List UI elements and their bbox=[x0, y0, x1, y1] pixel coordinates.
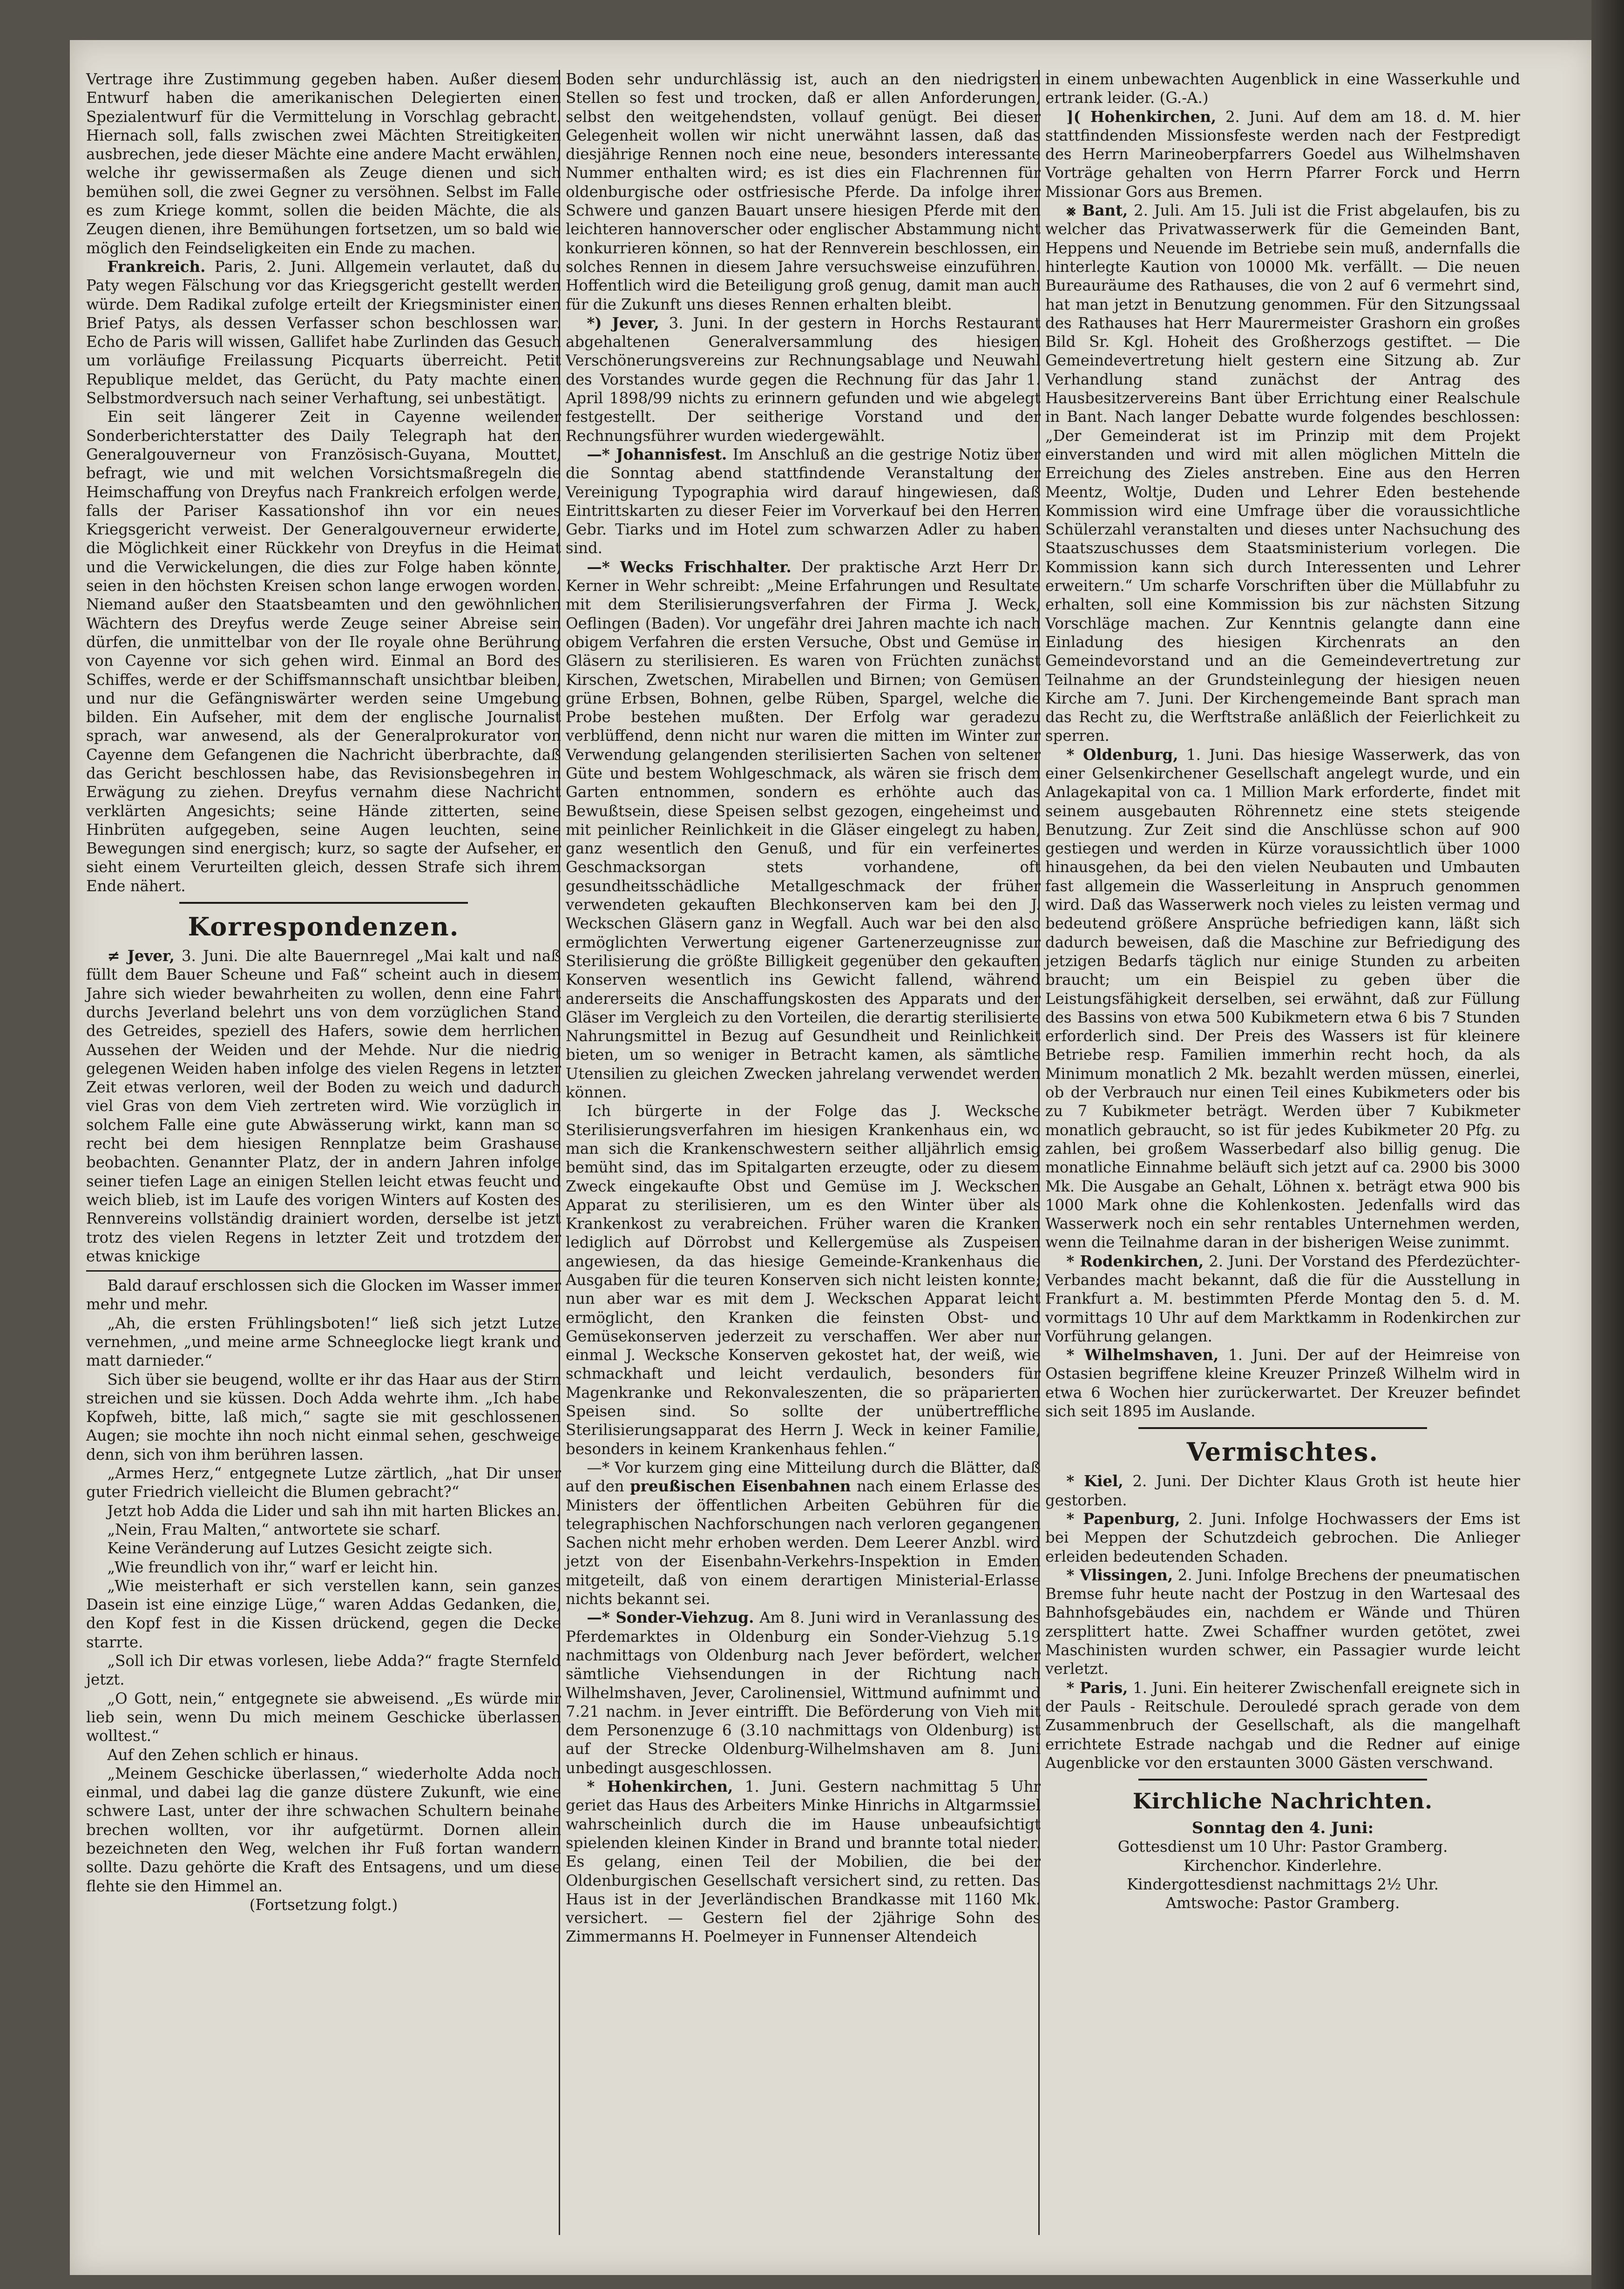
church-date: Sonntag den 4. Juni: bbox=[1191, 1819, 1374, 1838]
article-lead: Frankreich. bbox=[107, 257, 206, 276]
article-text: 2. Juni. Der Dichter Klaus Groth ist heute hier gestorben. bbox=[1045, 1472, 1520, 1509]
article-text: nach einem Erlasse des Ministers der öffentlichen Arbeiten Gebühren für die telegraphischen Nachforschungen nach verloren gegangenen Sachen nicht mehr erhoben werden. Dem Leerer Anzbl. wird jetzt von der Eisenbahn-Verkehrs-Inspektion in Emden mitgeteilt, daß von einem derartigen Ministerial-Erlasse nichts bekannt sei. bbox=[566, 1477, 1041, 1608]
story-text: „Wie meisterhaft er sich verstellen kann, sein ganzes Dasein ist eine einzige Lüge,“ waren Addas Gedanken, die, den Kopf fest in die Kissen drückend, gegen die Decke starrte. bbox=[86, 1577, 561, 1651]
section-divider bbox=[1138, 1779, 1427, 1781]
section-heading-kirchliche: Kirchliche Nachrichten. bbox=[1132, 1788, 1433, 1814]
article-viehzug bbox=[566, 1608, 1041, 1777]
article-papenburg bbox=[1045, 1510, 1520, 1566]
article-text: 1. Juni. Der auf der Heimreise von Ostasien begriffene kleine Kreuzer Prinzeß Wilhelm wird in etwa 6 Wochen hier zurückerwartet. Der Kreuzer befindet sich seit 1895 im Auslande. bbox=[1045, 1346, 1520, 1421]
article-text: Ich bürgerte in der Folge das J. Wecksche Sterilisierungsverfahren im hiesigen Krankenhaus ein, wo man sich die Krankenschwestern seither alljährlich emsig bemüht sind, das im Spitalgarten erzeugte, oder zu diesem Zweck eingekaufte Obst und Gemüse im J. Weckschen Apparat zu sterilisieren, um es den Winter über als Krankenkost zu verabreichen. Früher waren die Kranken lediglich auf Dörrobst und Kellergemüse als Zuspeisen angewiesen, da das hiesige Gemeinde-Krankenhaus die Ausgaben für die teuren Konserven sich nicht leisten konnte; nun aber war es mit dem J. Weckschen Apparat leicht ermöglicht, den Kranken die feinsten Obst- und Gemüsekonserven jederzeit zu verschaffen. Wer aber nur einmal J. Wecksche Konserven gekostet hat, der weiß, wie schmackhaft und leicht verdaulich, besonders für Magenkranke und Rekonvaleszenten, die so präparierten Speisen sind. So sollte der unübertreffliche Sterilisierungsapparat des Herrn J. Weck in keiner Familie, besonders in keinem Krankenhaus fehlen.“ bbox=[566, 1102, 1041, 1458]
article-emphasis: preußischen Eisenbahnen bbox=[630, 1477, 851, 1496]
article-lead: * Wilhelmshaven, bbox=[1066, 1346, 1219, 1364]
article-text: —* Vor kurzem ging eine Mitteilung durch die Blätter, daß auf den bbox=[566, 1458, 1041, 1496]
story-text: „Wie freundlich von ihr,“ warf er leicht hin. bbox=[107, 1558, 439, 1576]
church-line: Amtswoche: Pastor Gramberg. bbox=[1165, 1894, 1400, 1912]
article-text: 3. Juni. In der gestern in Horchs Restaurant abgehaltenen Generalversammlung des hiesigen Verschönerungsvereins zur Rechnungsablage und Neuwahl des Vorstandes wurde gegen die Rechnung für das Jahr 1. April 1898/99 nichts zu erinnern gefunden und wie abgelegt festgestellt. Der seitherige Vorstand und der Rechnungsführer wurden wiedergewählt. bbox=[566, 314, 1041, 445]
article-text: 2. Juni. Der Vorstand des Pferdezüchter-Verbandes macht bekannt, daß die für die Ausstellung in Frankfurt a. M. bestimmten Pferde Montag den 5. d. M. vormittags 10 Uhr auf dem Marktkamm in Rodenkirchen zur Vorführung gelangen. bbox=[1045, 1252, 1521, 1345]
article-text: 2. Juli. Am 15. Juli ist die Frist abgelaufen, bis zu welcher das Privatwasserwerk für die Gemeinden Bant, Heppens und Neuende im Betriebe sein muß, andernfalls die hinterlegte Kaution von 10000 Mk. verfällt. — Die neuen Bureauräume des Rathauses, die von 2 auf 6 vermehrt sind, hat man jetzt in Benutzung genommen. Für den Sitzungssaal des Rathauses hat Herr Maurermeister Grashorn ein großes Bild Sr. Kgl. Hoheit des Großherzogs gestiftet. — Die Gemeindevertretung hielt gestern eine Sitzung ab. Zur Verhandlung stand zunächst der Antrag des Hausbesitzervereins Bant über Errichtung einer Realschule in Bant. Nach langer Debatte wurde folgendes beschlossen: „Der Gemeinderat ist im Prinzip mit dem Projekt einverstanden und wird mit allen möglichen Mitteln die Erreichung des Zieles anstreben. Eine aus den Herren Meentz, Woltje, Duden und Lehrer Eden bestehende Kommission wird eine Umfrage über die voraussichtliche Schülerzahl veranstalten und dieses unter Nachsuchung des Staatszuschusses dem Staatsministerium vorlegen. Die Kommission kann sich durch Interessenten und Lehrer erweitern.“ Um scharfe Vorschriften über die Müllabfuhr zu erhalten, soll eine Kommission bis zur nächsten Sitzung Vorschläge machen. Zur Kenntnis gelangte dann eine Einladung des hiesigen Kirchenrats an den Gemeindevorstand und an die Gemeindevertretung zur Teilnahme an der Grundsteinlegung der hiesigen neuen Kirche am 7. Juni. Der Kirchengemeinde Bant sprach man das Recht zu, die Werftstraße anläßlich der Feierlichkeit zu sperren. bbox=[1045, 202, 1520, 745]
article-lead: ]( Hohenkirchen, bbox=[1066, 108, 1217, 126]
column-1 bbox=[86, 70, 561, 1914]
article-text: 2. Juni. Infolge Brechens der pneumatischen Bremse fuhr heute nacht der Postzug in den Wartesaal des Bahnhofsgebäudes ein, nachdem er Wände und Thüren zersplittert hatte. Zwei Schaffner wurden getötet, zwei Maschinisten wurden schwer, ein Passagier wurde leicht verletzt. bbox=[1045, 1566, 1520, 1678]
article-text: Vertrage ihre Zustimmung gegeben haben. Außer diesem Entwurf haben die amerikanischen Delegierten einen Spezialentwurf für die Vermittelung in Vorschlag gebracht. Hiernach soll, falls zwischen zwei Mächten Streitigkeiten ausbrechen, jede dieser Mächte eine andere Macht erwählen, welche ihr gewissermaßen als Zeuge dienen und sich bemühen soll, die zwei Gegner zu versöhnen. Selbst im Falle es zum Kriege kommt, sollen die beiden Mächte, die als Zeugen dienen, ihre Bemühungen fortsetzen, um so bald wie möglich den Feindseligkeiten ein Ende zu machen. bbox=[86, 70, 561, 257]
article-lead: * Vlissingen, bbox=[1066, 1566, 1173, 1584]
article-hohenkirchen bbox=[566, 1777, 1041, 1946]
article-text: Im Anschluß an die gestrige Notiz über die Sonntag abend stattfindende Veranstaltung der Vereinigung Typographia wird darauf hingewiesen, daß Eintrittskarten zu dieser Feier im Vorverkauf bei den Herren Gebr. Tiarks und im Hotel zum schwarzen Adler zu haben sind. bbox=[566, 445, 1041, 557]
story-text: „Ah, die ersten Frühlingsboten!“ ließ sich jetzt Lutze vernehmen, „und meine arme Schneeglocke liegt krank und matt darnieder.“ bbox=[86, 1314, 561, 1370]
story-text: „O Gott, nein,“ entgegnete sie abweisend. „Es würde mir lieb sein, wenn Du mich meinem Geschicke überlassen wolltest.“ bbox=[86, 1689, 561, 1745]
story-text: „Meinem Geschicke überlassen,“ wiederholte Adda noch einmal, und dabei lag die ganze düstere Zukunft, wie eine schwere Last, unter der ihre schwachen Schultern beinahe brechen wollten, vor ihr aufgetürmt. Dornen allein bezeichneten den Weg, welchen ihr Fuß fortan wandern sollte. Dazu gehörte die Kraft des Entsagens, und um diese flehte sie den Himmel an. bbox=[86, 1764, 561, 1895]
article-oldenburg bbox=[1045, 745, 1520, 1252]
continuation-note: (Fortsetzung folgt.) bbox=[249, 1896, 398, 1914]
book-spine bbox=[1591, 0, 1624, 2289]
article-jever bbox=[86, 947, 561, 1266]
article-text: 1. Juni. Das hiesige Wasserwerk, das von einer Gelsenkirchener Gesellschaft angelegt wurde, und ein Anlagekapital von ca. 1 Million Mark erforderte, findet mit seinem ausgebauten Röhrennetz eine stets steigende Benutzung. Zur Zeit sind die Anschlüsse schon auf 900 gestiegen und werden in Kürze voraussichtlich über 1000 hinausgehen, da bei den vielen Neubauten und Umbauten fast allgemein die Wasserleitung in Anspruch genommen wird. Daß das Wasserwerk noch vieles zu leisten vermag und bedeutend größere Ansprüche befriedigen kann, läßt sich dadurch beweisen, daß die Maschine zur Befriedigung des jetzigen Bedarfs täglich nur einige Stunden zu arbeiten braucht; um ein Beispiel zu geben über die Leistungsfähigkeit derselben, sei erwähnt, daß zur Füllung des Bassins von etwa 500 Kubikmetern etwa 6 bis 7 Stunden erforderlich sind. Der Preis des Wassers ist für kleinere Betriebe resp. Familien immerhin recht hoch, da als Minimum monatlich 2 Mk. bezahlt werden müssen, einerlei, ob der Verbrauch nur einen Teil eines Kubikmeters oder bis zu 7 Kubikmeter beträgt. Werden über 7 Kubikmeter monatlich gebraucht, so ist für jedes Kubikmeter 20 Pfg. zu zahlen, bei großem Wasserbedarf also billig genug. Die monatliche Einnahme beläuft sich jetzt auf ca. 2900 bis 3000 Mk. Die Ausgabe an Gehalt, Löhnen x. beträgt etwa 900 bis 1000 Mark ohne die Kohlenkosten. Jedenfalls wird das Wasserwerk noch ein sehr rentables Unternehmen werden, wenn die Teilnahme daran in der bisherigen Weise zunimmt. bbox=[1045, 745, 1521, 1252]
article-text: 1. Juni. Gestern nachmittag 5 Uhr geriet das Haus des Arbeiters Minke Hinrichs in Altgarmssiel wahrscheinlich durch die im Hause unbeaufsichtigt spielenden kleinen Kinder in Brand und brannte total nieder. Es gelang, einen Teil der Mobilien, die bei der Oldenburgischen Gesellschaft versichert sind, zu retten. Das Haus ist in der Jeverländischen Brandkasse mit 1160 Mk. versichert. — Gestern fiel der 2jährige Sohn des Zimmermanns H. Poelmeyer in Funnenser Altendeich bbox=[566, 1778, 1041, 1946]
story-text: Sich über sie beugend, wollte er ihr das Haar aus der Stirn streichen und sie küssen. Doch Adda wehrte ihm. „Ich habe Kopfweh, bitte, laß mich,“ sagte sie mit geschlossenen Augen; sie mochte ihn noch nicht einmal sehen, geschweige denn, sich von ihm berühren lassen. bbox=[86, 1370, 561, 1463]
section-heading-vermischtes: Vermischtes. bbox=[1186, 1437, 1379, 1467]
article-lead: —* Sonder-Viehzug. bbox=[587, 1609, 754, 1627]
story-text: Keine Veränderung auf Lutzes Gesicht zeigte sich. bbox=[107, 1539, 493, 1558]
article-text: Der praktische Arzt Herr Dr. Kerner in Wehr schreibt: „Meine Erfahrungen und Resultate mit dem Sterilisierungsverfahren der Firma J. Weck, Oeflingen (Baden). Vor ungefähr drei Jahren machte ich nach obigem Verfahren die ersten Versuche, Obst und Gemüse in Gläsern zu sterilisieren. Es waren von Früchten zunächst Kirschen, Zwetschen, Mirabellen und Birnen; von Gemüsen grüne Erbsen, Bohnen, gelbe Rüben, Spargel, welche die Probe bestehen mußten. Der Erfolg war geradezu verblüffend, denn nicht nur waren die mitten im Winter zur Verwendung gelangenden sterilisierten Sachen von seltener Güte und bestem Wohlgeschmack, als wären sie frisch dem Garten entnommen, sondern es erhöhte auch das Bewußtsein, diese Speisen selbst gezogen, eingeheimst und mit peinlicher Reinlichkeit in die Gläser eingelegt zu haben, ganz wesentlich den Genuß, und für ein verfeinertes Geschmacksorgan stets vorhandene, oft gesundheitsschädliche Metallgeschmack der früher verwendeten gekauften Blechkonserven kam bei den J. Weckschen Gläsern ganz in Wegfall. Auch war bei den also ermöglichten Verwertung eigener Gartenerzeugnisse zur Sterilisierung die größte Billigkeit gegenüber den gekauften Konserven wesentlich ins Gewicht fallend, während andererseits die Anschaffungskosten des Apparats und der Gläser im Vergleich zu den Vorteilen, die derartig sterilisierte Nahrungsmittel in Bezug auf Gesundheit und Reinlichkeit bieten, um so weniger in Betracht kamen, als sämtliche Utensilien zu gleichen Zwecken jahrelang verwendet werden können. bbox=[566, 558, 1041, 1102]
story-text: Bald darauf erschlossen sich die Glocken im Wasser immer mehr und mehr. bbox=[86, 1277, 561, 1314]
article-lead: * Papenburg, bbox=[1066, 1510, 1180, 1528]
article-wilhelmshaven bbox=[1045, 1346, 1520, 1421]
article-lead: * Oldenburg, bbox=[1066, 745, 1178, 764]
section-heading-korrespondenzen: Korrespondenzen. bbox=[188, 912, 460, 942]
article-text: Boden sehr undurchlässig ist, auch an den niedrigsten Stellen so fest und trocken, daß er allen Anforderungen, selbst den weitgehendsten, vollauf genügt. Bei dieser Gelegenheit wollen wir nicht unerwähnt lassen, daß das diesjährige Rennen noch eine neue, besonders interessante Nummer enthalten wird; es ist dies ein Flachrennen für oldenburgische oder ostfriesische Pferde. Da infolge ihrer Schwere und ganzen Bauart unsere hiesigen Pferde mit den leichteren hannoverscher oder englischer Abstammung nicht konkurrieren können, so hat der Rennverein beschlossen, ein solches Rennen in diesem Jahre versuchsweise einzuführen. Hoffentlich wird die Beteiligung groß genug, damit man auch für die Zukunft uns dieses Rennen erhalten bleibt. bbox=[566, 70, 1041, 313]
article-wecks bbox=[566, 558, 1041, 1102]
article-lead: * Hohenkirchen, bbox=[587, 1778, 733, 1796]
article-text: 1. Juni. Ein heiterer Zwischenfall ereignete sich in der Pauls - Reitschule. Derouledé sprach gerade von dem Zusammenbruch der Gesellschaft, als die mangelhaft errichtete Estrade nachgab und die Redner auf einige Augenblicke vor den erstaunten 3000 Gästen verschwand. bbox=[1045, 1679, 1520, 1772]
story-text: Jetzt hob Adda die Lider und sah ihn mit harten Blickes an. bbox=[107, 1502, 561, 1520]
article-jever bbox=[566, 314, 1041, 445]
article-rodenkirchen bbox=[1045, 1252, 1520, 1346]
article-text: 3. Juni. Die alte Bauernregel „Mai kalt und naß füllt dem Bauer Scheune und Faß“ scheint auch in diesem Jahre sich wieder bewahrheiten zu wollen, denn eine Fahrt durchs Jeverland belehrt uns von dem vorzüglichen Stand des Getreides, speziell des Hafers, sowie dem herrlichen Aussehen der Weiden und der Mehde. Nur die niedrig gelegenen Weiden haben infolge des vielen Regens in letzter Zeit etwas verloren, weil der Boden zu weich und dadurch viel Gras von dem Vieh zertreten wird. Wie vorzüglich in solchem Falle eine gute Abwässerung wirkt, kann man so recht bei dem hiesigen Rennplatze beim Grashause beobachten. Genannter Platz, der in andern Jahren infolge seiner tiefen Lage an einigen Stellen leicht etwas feucht und weich blieb, ist im Laufe des vorigen Winters auf Kosten des Rennvereins vollständig drainiert worden, derselbe ist jetzt trotz des vielen Regens in letzter Zeit und trotzdem der etwas knickige bbox=[86, 947, 561, 1265]
article-text: 2. Juni. Infolge Hochwassers der Ems ist bei Meppen der Schutzdeich gebrochen. Die Anlieger erleiden bedeutenden Schaden. bbox=[1045, 1510, 1520, 1565]
article-text: 2. Juni. Auf dem am 18. d. M. hier stattfindenden Missionsfeste werden nach der Festpredigt des Herrn Marineoberpfarrers Goedel aus Wilhelmshaven Vorträge gehalten von Herrn Pfarrer Forck und Herrn Missionar Gors aus Bremen. bbox=[1045, 108, 1520, 201]
article-text: Am 8. Juni wird in Veranlassung des Pferdemarktes in Oldenburg ein Sonder-Viehzug 5.19 nachmittags von Oldenburg nach Jever befördert, welcher sämtliche Viehsendungen in der Richtung nach Wilhelmshaven, Jever, Carolinensiel, Wittmund aufnimmt und 7.21 nachm. in Jever eintrifft. Die Beförderung von Vieh mit dem Personenzuge 6 (3.10 nachmittags von Oldenburg) ist auf der Strecke Oldenburg-Wilhelmshaven am 8. Juni unbedingt ausgeschlossen. bbox=[566, 1609, 1041, 1777]
article-lead: *) Jever, bbox=[587, 314, 659, 332]
article-text: Ein seit längerer Zeit in Cayenne weilender Sonderberichterstatter des Daily Telegraph hat den Generalgouverneur von Französisch-Guyana, Mouttet, befragt, wie und mit welchen Vorsichtsmaßregeln die Heimschaffung von Dreyfus nach Frankreich erfolgen werde, falls der Pariser Kassationshof ihn vor ein neues Kriegsgericht verweist. Der Generalgouverneur erwiderte, die Möglichkeit einer Rückkehr von Dreyfus in die Heimat und die Verwickelungen, die dies zur Folge haben könnte, seien in den höchsten Kreisen schon lange erwogen worden. Niemand außer den Staatsbeamten und den gewöhnlichen Wächtern des Dreyfus werde Zeuge seiner Abreise sein dürfen, die unmittelbar von der Ile royale ohne Berührung von Cayenne vor sich gehen wird. Einmal an Bord des Schiffes, werde er der Schiffsmannschaft unsichtbar bleiben, und nur die Gefängniswärter werden seine Umgebung bilden. Ein Aufseher, mit dem der englische Journalist sprach, war anwesend, als der Generalprokurator von Cayenne dem Gefangenen die Nachricht überbrachte, daß das Gericht beschlossen habe, das Revisionsbegehren in Erwägung zu ziehen. Dreyfus vernahm diese Nachricht verklärten Angesichts; seine Hände zitterten, seine Hinbrüten aufgegeben, seine Augen leuchten, seine Bewegungen sind energisch; kurz, so sagte der Aufseher, er sieht einem Verurteilten gleich, dessen Strafe sich ihrem Ende nähert. bbox=[86, 408, 561, 895]
article-lead: —* Wecks Frischhalter. bbox=[587, 558, 792, 576]
article-frankreich bbox=[86, 257, 561, 407]
article-bant bbox=[1045, 201, 1520, 745]
story-text: „Nein, Frau Malten,“ antwortete sie scharf. bbox=[107, 1520, 441, 1538]
article-lead: * Rodenkirchen, bbox=[1066, 1252, 1204, 1270]
article-text: in einem unbewachten Augenblick in eine Wasserkuhle und ertrank leider. (G.-A.) bbox=[1045, 70, 1520, 107]
article-johannisfest bbox=[566, 445, 1041, 558]
church-line: Kindergottesdienst nachmittags 2½ Uhr. bbox=[1127, 1876, 1439, 1894]
article-vlissingen bbox=[1045, 1566, 1520, 1679]
church-line: Gottesdienst um 10 Uhr: Pastor Gramberg. bbox=[1117, 1838, 1448, 1856]
article-text: Paris, 2. Juni. Allgemein verlautet, daß du Paty wegen Fälschung vor das Kriegsgericht gestellt werden würde. Dem Radikal zufolge erteilt der Kriegsminister einen Brief Patys, als dessen Verfasser schon beschlossen war. Echo de Paris will wissen, Gallifet habe Zurlinden das Gesuch um vorläufige Freilassung Picquarts überreicht. Petit Republique meldet, das Gerücht, du Paty machte einen Selbstmordversuch nach seiner Verhaftung, sei unbestätigt. bbox=[86, 257, 561, 407]
feuilleton-divider bbox=[86, 1270, 561, 1272]
article-lead: —* Johannisfest. bbox=[587, 445, 727, 463]
section-divider bbox=[179, 902, 468, 904]
article-lead: * Kiel, bbox=[1066, 1472, 1123, 1490]
column-3 bbox=[1045, 70, 1520, 1913]
article-lead: * Paris, bbox=[1066, 1679, 1128, 1697]
section-divider bbox=[1138, 1427, 1427, 1429]
church-line: Kirchenchor. Kinderlehre. bbox=[1183, 1856, 1382, 1875]
article-kiel bbox=[1045, 1472, 1520, 1510]
column-2 bbox=[566, 70, 1041, 1946]
article-lead: ⨳ Bant, bbox=[1066, 202, 1128, 220]
article-eisenbahnen bbox=[566, 1458, 1041, 1608]
article-paris bbox=[1045, 1679, 1520, 1772]
story-text: „Armes Herz,“ entgegnete Lutze zärtlich, „hat Dir unser guter Friedrich vielleicht die Blumen gebracht?“ bbox=[86, 1464, 561, 1501]
story-text: Auf den Zehen schlich er hinaus. bbox=[107, 1746, 359, 1764]
article-lead: ≠ Jever, bbox=[107, 947, 175, 965]
story-text: „Soll ich Dir etwas vorlesen, liebe Adda?“ fragte Sternfeld jetzt. bbox=[86, 1652, 561, 1689]
article-hohenkirchen bbox=[1045, 108, 1520, 201]
